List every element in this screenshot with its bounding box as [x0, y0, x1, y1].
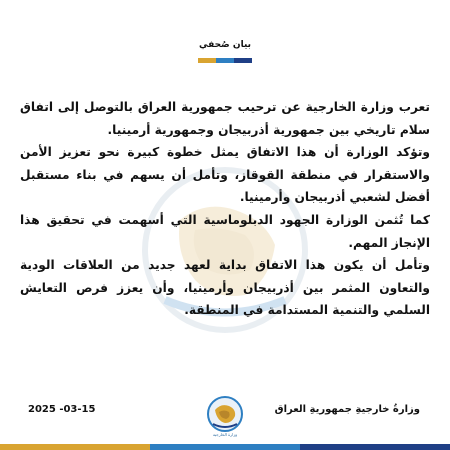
body-paragraph: وتأمل أن يكون هذا الاتفاق بداية لعهد جديد من العلاقات الودية والتعاون المثمر بين أذربيجان وأرمينيا، وأن يعزز فرص التعايش السلمي والتنمية المستدامة في المنطقة.: [20, 258, 430, 318]
header-color-bar: [198, 58, 252, 63]
press-release-body: [20, 96, 430, 322]
ministry-name: وزارةُ خارجيةِ جمهوريةِ العراق: [274, 404, 420, 415]
footer-color-bar: [0, 444, 450, 450]
release-date: 2025 -03-15: [28, 404, 96, 415]
body-paragraph: وتؤكد الوزارة أن هذا الاتفاق يمثل خطوة كبيرة نحو تعزيز الأمن والاستقرار في منطقة القوقاز، وتأمل أن يسهم في بناء مستقبل أفضل لشعبي أذربيجان وأرمينيا.: [20, 145, 430, 205]
ministry-emblem-icon: [205, 394, 245, 434]
body-paragraph: كما تُثمن الوزارة الجهود الدبلوماسية التي أسهمت في تحقيق هذا الإنجاز المهم.: [20, 212, 430, 250]
press-release-title: بيان صُحفي: [198, 40, 251, 50]
body-paragraph: تعرب وزارة الخارجية عن ترحيب جمهورية العراق بالتوصل إلى اتفاق سلام تاريخي بين جمهورية أذربيجان وجمهورية أرمينيا.: [20, 100, 430, 137]
logo-caption: وزارة الخارجية: [212, 432, 238, 437]
